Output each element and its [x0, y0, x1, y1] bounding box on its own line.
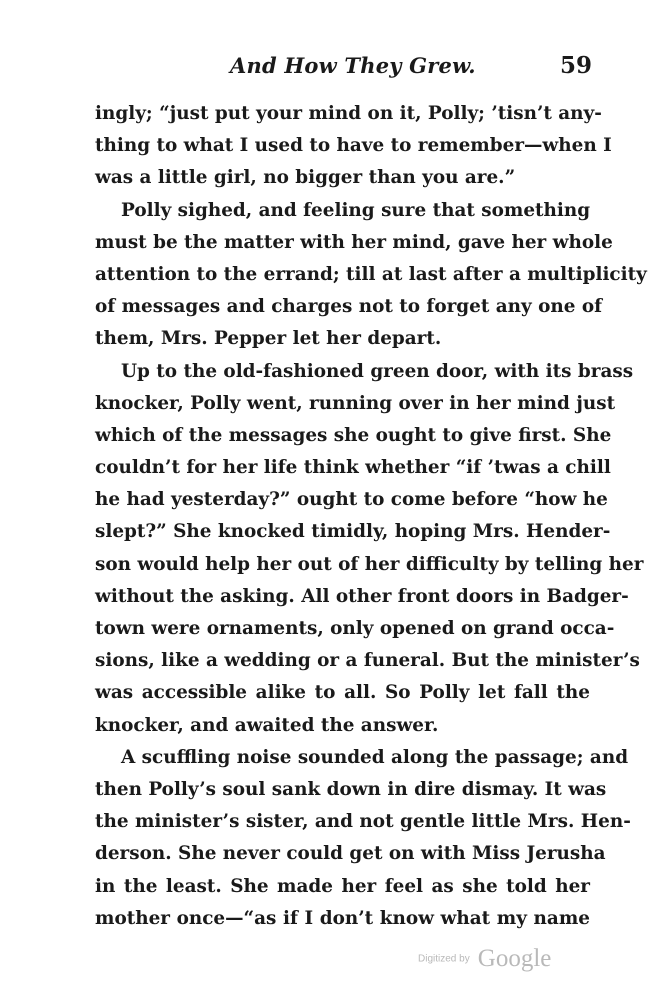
text-line: ingly; “just put your mind on it, Polly; ’tisn’t any- — [95, 103, 602, 124]
text-line: was accessible alike to all. So Polly let fall the — [95, 682, 590, 704]
running-head — [0, 50, 667, 84]
text-line: slept?” She knocked timidly, hoping Mrs. Hender- — [95, 521, 611, 543]
text-line: derson. She never could get on with Miss Jerusha — [95, 843, 606, 865]
text-line: of messages and charges not to forget any one of — [95, 296, 603, 318]
digitizer-prefix: Digitized by — [418, 953, 470, 965]
google-logo: Google — [477, 945, 552, 972]
text-line: knocker, and awaited the answer. — [95, 714, 439, 736]
text-line: Up to the old-fashioned green door, with its brass — [121, 360, 634, 382]
text-line: was a little girl, no bigger than you are.” — [95, 167, 516, 189]
text-line: in the least. She made her feel as she told her — [95, 875, 590, 897]
body-text — [95, 98, 647, 935]
text-line: mother once—“as if I don’t know what my name — [95, 907, 590, 929]
text-line: then Polly’s soul sank down in dire dismay. It was — [95, 778, 607, 800]
text-line: must be the matter with her mind, gave her whole — [95, 231, 613, 253]
text-line: couldn’t for her life think whether “if ’twas a chill — [95, 457, 611, 479]
text-line: the minister’s sister, and not gentle little Mrs. Hen- — [95, 811, 631, 833]
page-number: 59 — [560, 52, 593, 79]
text-line: he had yesterday?” ought to come before “how he — [95, 489, 608, 511]
text-line: attention to the errand; till at last after a multiplicity — [95, 263, 647, 285]
text-line: Polly sighed, and feeling sure that something — [121, 199, 591, 221]
text-line: knocker, Polly went, running over in her mind just — [95, 392, 616, 414]
text-line: son would help her out of her difficulty by telling her — [95, 553, 644, 575]
text-line: them, Mrs. Pepper let her depart. — [95, 328, 442, 350]
text-line: thing to what I used to have to remember—when I — [95, 135, 612, 157]
running-title: And How They Grew. — [230, 53, 476, 78]
text-line: A scuffling noise sounded along the passage; and — [121, 746, 629, 768]
text-line: town were ornaments, only opened on grand occa- — [95, 618, 615, 639]
text-line: without the asking. All other front doors in Badger- — [95, 585, 629, 607]
digitizer-watermark — [418, 945, 551, 973]
text-line: which of the messages she ought to give first. She — [95, 424, 612, 446]
text-line: sions, like a wedding or a funeral. But the minister’s — [95, 650, 640, 672]
